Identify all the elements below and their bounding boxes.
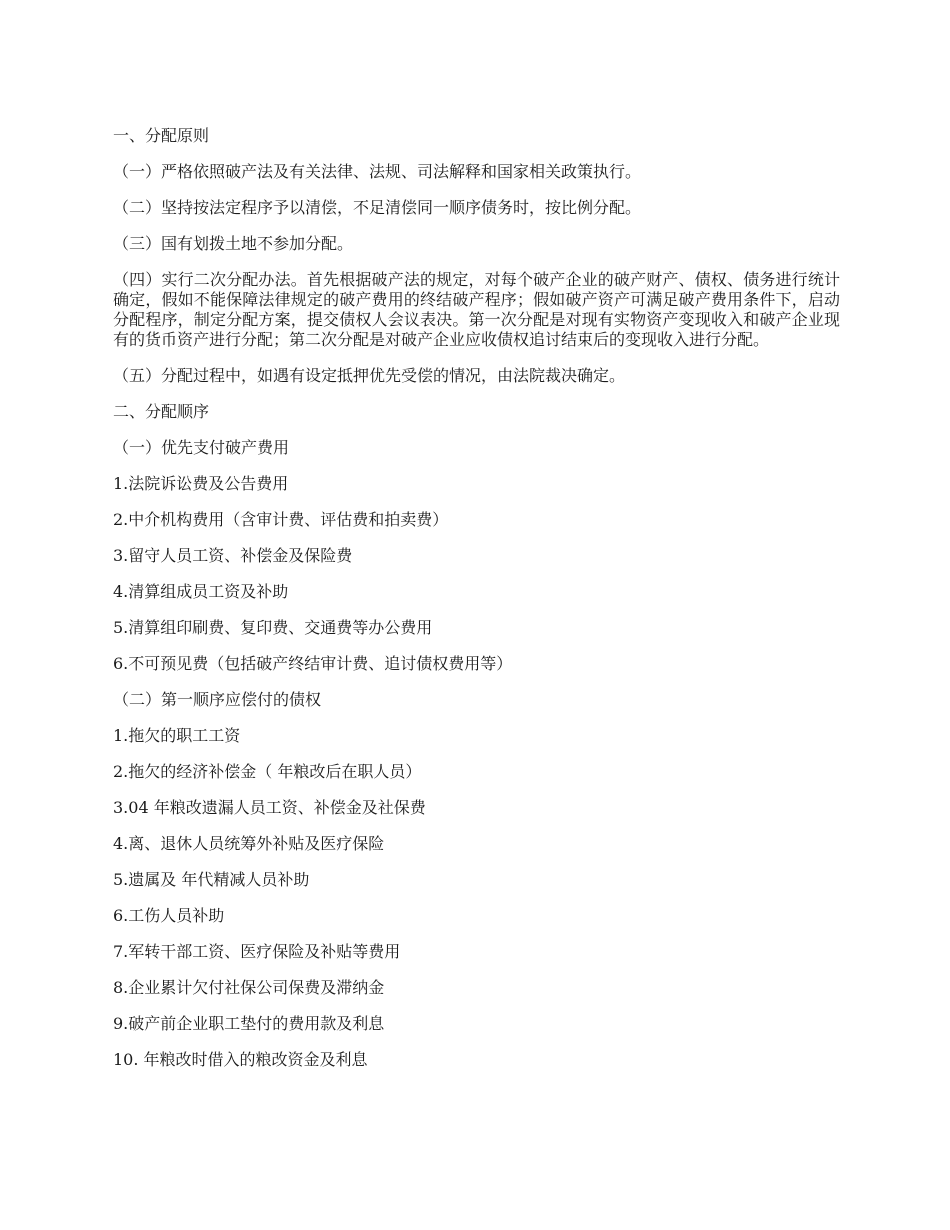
list-item: 7.军转干部工资、医疗保险及补贴等费用 [113, 942, 401, 961]
list-item: 6.不可预见费（包括破产终结审计费、追讨债权费用等） [113, 654, 513, 673]
list-item: 2.中介机构费用（含审计费、评估费和拍卖费） [113, 510, 449, 529]
paragraph-principle-4: （四）实行二次分配办法。首先根据破产法的规定，对每个破产企业的破产财产、债权、债务进行统计确定，假如不能保障法律规定的破产费用的终结破产程序；假如破产资产可满足破产费用条件下，启动分配程序，制定分配方案，提交债权人会议表决。第一次分配是对现有实物资产变现收入和破产企业现有的货币资产进行分配；第二次分配是对破产企业应收债权追讨结束后的变现收入进行分配。 [113, 270, 840, 349]
list-item: 8.企业累计欠付社保公司保费及滞纳金 [113, 978, 385, 997]
paragraph-principle-5: （五）分配过程中，如遇有设定抵押优先受偿的情况，由法院裁决确定。 [113, 366, 626, 385]
section-heading-principles: 一、分配原则 [113, 126, 210, 145]
list-item: 10. 年粮改时借入的粮改资金及利息 [113, 1050, 368, 1069]
document-page [113, 126, 840, 1086]
list-item: 1.法院诉讼费及公告费用 [113, 474, 289, 493]
list-item: 5.清算组印刷费、复印费、交通费等办公费用 [113, 618, 433, 637]
subheading-first-order-claims: （二）第一顺序应偿付的债权 [113, 690, 322, 709]
list-item: 5.遗属及 年代精减人员补助 [113, 870, 310, 889]
paragraph-principle-1: （一）严格依照破产法及有关法律、法规、司法解释和国家相关政策执行。 [113, 162, 642, 181]
list-item: 6.工伤人员补助 [113, 906, 225, 925]
paragraph-principle-3: （三）国有划拨土地不参加分配。 [113, 234, 354, 253]
list-item: 3.04 年粮改遗漏人员工资、补偿金及社保费 [113, 798, 426, 817]
subheading-bankruptcy-costs: （一）优先支付破产费用 [113, 438, 290, 457]
list-item: 9.破产前企业职工垫付的费用款及利息 [113, 1014, 385, 1033]
list-item: 4.清算组成员工资及补助 [113, 582, 289, 601]
list-item: 2.拖欠的经济补偿金（ 年粮改后在职人员） [113, 762, 422, 781]
paragraph-principle-2: （二）坚持按法定程序予以清偿，不足清偿同一顺序债务时，按比例分配。 [113, 198, 642, 217]
list-item: 3.留守人员工资、补偿金及保险费 [113, 546, 353, 565]
list-item: 1.拖欠的职工工资 [113, 726, 241, 745]
list-item: 4.离、退休人员统筹外补贴及医疗保险 [113, 834, 385, 853]
section-heading-order: 二、分配顺序 [113, 402, 210, 421]
